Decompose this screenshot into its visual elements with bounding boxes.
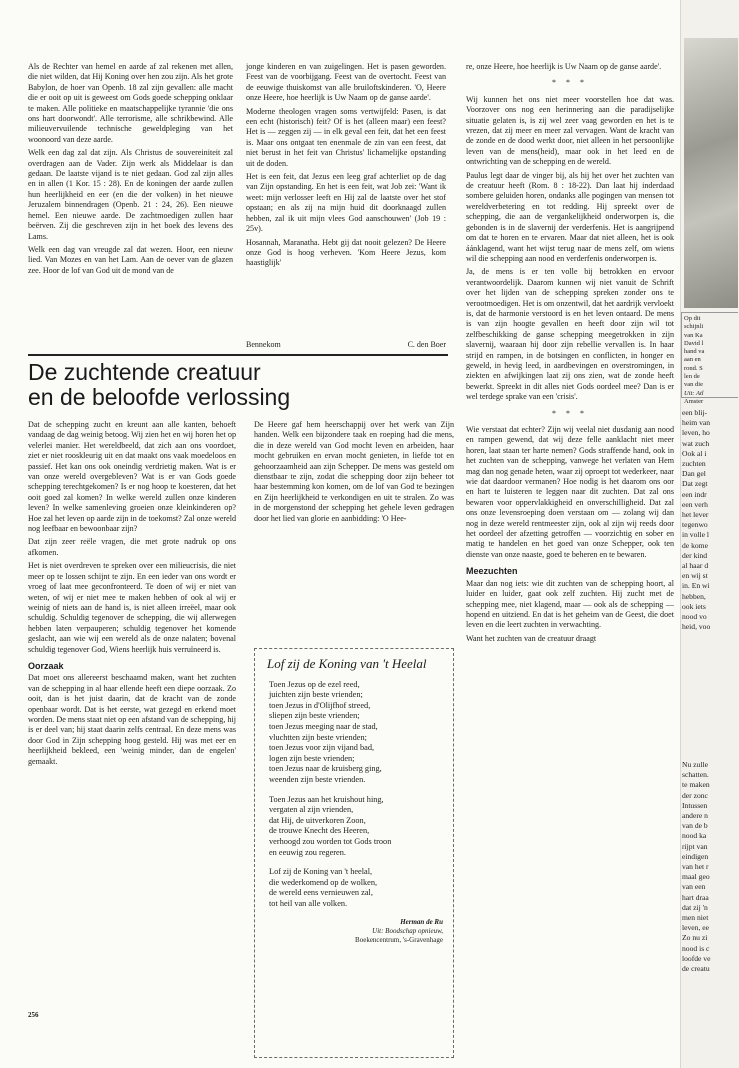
image-caption bbox=[681, 312, 738, 405]
signature-author: C. den Boer bbox=[407, 340, 446, 349]
page-number: 256 bbox=[28, 1011, 39, 1019]
text-line: maal geo bbox=[682, 872, 710, 882]
caption-line: van Ka bbox=[684, 331, 703, 339]
text-line: Dan gel bbox=[682, 469, 706, 479]
subheading-meezuchten: Meezuchten bbox=[466, 566, 518, 577]
paragraph: re, onze Heere, hoe heerlijk is Uw Naam op de ganse aarde'. bbox=[466, 62, 662, 71]
caption-line: Op dit bbox=[684, 315, 701, 322]
top-column-2 bbox=[246, 62, 446, 272]
poem-line: juichten zijn beste vrienden; bbox=[269, 690, 363, 700]
text-line: andere n bbox=[682, 811, 708, 821]
article-title bbox=[28, 360, 448, 410]
text-line: en wij st bbox=[682, 571, 708, 581]
text-line: nood ka bbox=[682, 831, 707, 841]
caption-line: rond. S bbox=[684, 364, 703, 372]
text-line: der kind bbox=[682, 550, 708, 560]
text-line: men niet bbox=[682, 913, 709, 923]
text-line: het lever bbox=[682, 510, 709, 520]
text-line: Zo nu zi bbox=[682, 933, 708, 943]
poem-line: sliepen zijn beste vrienden; bbox=[269, 711, 360, 721]
poem-stanza-2 bbox=[269, 795, 443, 859]
poem-credit bbox=[265, 918, 443, 945]
caption-line: David l bbox=[684, 339, 704, 347]
engraving-image bbox=[684, 38, 738, 308]
caption-line: len de bbox=[684, 373, 700, 381]
signature-line bbox=[246, 340, 446, 349]
text-line: de creatu bbox=[682, 964, 710, 974]
article-title-line-2: en de beloofde verlossing bbox=[28, 384, 291, 410]
text-line: hebben, bbox=[682, 591, 706, 601]
poem-title: Lof zij de Koning van 't Heelal bbox=[267, 656, 427, 671]
text-line: tegenwo bbox=[682, 520, 708, 530]
poem-line: verhoogd zou worden tot Gods troon bbox=[269, 836, 392, 846]
text-line: van de b bbox=[682, 821, 708, 831]
section-stars: * * * bbox=[552, 78, 588, 88]
text-line: schatten. bbox=[682, 770, 709, 780]
caption-line: van die bbox=[684, 381, 703, 389]
poem-line: dat Hij, de uitverkoren Zoon, bbox=[269, 815, 366, 825]
text-line: Intussen bbox=[682, 800, 708, 810]
text-line: van een bbox=[682, 882, 706, 892]
poem-line: weenden zijn beste vrienden. bbox=[269, 774, 366, 784]
paragraph: jonge kinderen en van zuigelingen. Het is pasen geworden. Feest van de voorbijgang. Feest van de overtocht. Feest van de eeuwige thuiskomst van alle bruiloftskinderen. 'O, Heere onze Heere, hoe heerlijk is Uw Naam op de ganse aarde'. bbox=[246, 62, 446, 103]
caption-line: Amster bbox=[684, 397, 704, 405]
poem-line: tot heil van alle volken. bbox=[269, 898, 348, 908]
poem-stanza-1 bbox=[269, 680, 443, 786]
paragraph: Welk een dag zal dat zijn. Als Christus de souvereiniteit zal overdragen aan de Vader. Zijn werk als Middelaar is dan gedaan. De laatste vijand is te niet gedaan. God zal zijn alles en in allen (1 Kor. 15 : 28). En de koningen der aarde zullen hun heerlijkheid en eer (en die der volken) in het nieuwe Jeruzalem binnendragen (Openb. 21 : 24, 26). Een nieuwe hemel. Een nieuwe aarde. De zachtmoedigen zullen haar beërven. Zij die geschreven zijn in het boek des levens des Lams. bbox=[28, 148, 233, 241]
poem-line: en eeuwig zou regeren. bbox=[269, 847, 346, 857]
paragraph: Wie verstaat dat echter? Zijn wij veelal niet dusdanig aan nood en rampen gewend, dat wij deze felle aanklacht niet meer horen, laat staan ter harte nemen? Gods straffende hand, ook in het zuchten van de schepping, vanwege het verlaten van Hem mag dan nog genade heten, waar zij oproept tot wederkeer, naar wie dat daardoor vermanen? Hoe nodig is het daarom ons oor en hart te luisteren te leggen naar dit zuchten. Dat zal ons bewaren voor oppervlakkigheid en onverschilligheid. Dat zal ons onze levensroeping doen verstaan om — zolang wij dan nog in deze wereld rentmeester zijn, ook al zijn wij reeds door het oordeel der afzetting getroffen — voorzichtig en sober en matig te handelen en het goed van onze Schepper, ook ten dienste van onze naaste, goed te beheren en te bewaren. bbox=[466, 425, 674, 559]
text-line: der zonc bbox=[682, 790, 708, 800]
subheading-oorzaak: Oorzaak bbox=[28, 660, 64, 671]
text-line: leven, ee bbox=[682, 923, 709, 933]
text-line: een blij- bbox=[682, 408, 708, 417]
paragraph: Want het zuchten van de creatuur draagt bbox=[466, 633, 597, 643]
poem-line: logen zijn beste vrienden; bbox=[269, 753, 355, 763]
poem-line: toen Jezus voor zijn vijand bad, bbox=[269, 743, 375, 753]
article-column-2 bbox=[254, 420, 454, 527]
poem-line: de wereld eens vernieuwen zal, bbox=[269, 888, 373, 898]
caption-line: hand va bbox=[684, 348, 705, 356]
text-line: een verh bbox=[682, 499, 708, 509]
paragraph: Ja, de mens is er ten volle bij betrokken en ervoor verantwoordelijk. Daarom kunnen wij niet vanuit de Schrift over het lijden van de schepping spreken zonder ons te verootmoedigen. Het is om onzentwil, dat het aardrijk vervloekt is, dat de harmonie verstoord is en het leven ontaard. De mens is van zijn hoogte gevallen en heeft door zijn wil tot zelfbeschikking de ganse schepping meegetrokken in zijn slavernij, waaraan hij door zijn rebellie vervallen is. In haar strijd en rampen, in de botsingen en conflicten, in honger en geweld, in hevig leed, in aardbevingen en overstromingen, in ziekten en afwijkingen laat zij ons zien, wat de zonde heeft bewerkt. Spreekt in dit alles niet Gods oordeel mee? Dan is er wel terdege sprake van een 'crisis'. bbox=[466, 267, 674, 402]
paragraph: Het is niet overdreven te spreken over een milieucrisis, die niet meer op te lossen schijnt te zijn. En een ieder van ons wordt er vroeg of laat mee geconfronteerd. Te doen of wij er niet van weten, of wij er niet mee te maken hebben of ook al wij er weinig of niets aan de hand is, is niet alleen irreëel, maar ook schuldig. Schuldig tegenover de schepping, die wij allerwegen hebben laten verpauperen; schuldig tegenover het komende geslacht, aan wie wij een wereld als de onze nalaten; bovenal schuldig tegenover God, Wiens heerlijk huis verruïneerd is. bbox=[28, 561, 236, 654]
poem-line: toen Jezus in d'Olijfhof streed, bbox=[269, 700, 371, 710]
paragraph: Als de Rechter van hemel en aarde af zal rekenen met allen, die niet wilden, dat Hij Koning over hen zou zijn. Als het grote Babylon, de hoer van Openb. 18 zal zijn gevallen: alle macht die er ooit op uit is geweest om Gods goede schepping onklaar te maken. Alle politieke en maatschappelijke tyrannie 'die ons ons hart doorwondt'. Alle terrorisme, alle schrikbewind. Alle milieuvervuilende technische geweldpleging van het woonoord van deze aarde. bbox=[28, 62, 233, 144]
section-divider bbox=[28, 354, 448, 356]
poem-line: toen Jezus naar de kruisberg ging, bbox=[269, 764, 382, 774]
poem-publisher: Boekencentrum, 's-Gravenhage bbox=[355, 936, 443, 945]
poem-source: Uit: Boodschap opnieuw, bbox=[372, 927, 443, 936]
text-line: te maken bbox=[682, 780, 710, 790]
paragraph: Dat moet ons allereerst beschaamd maken, want het zuchten van de schepping in al haar ellende heeft een diepe oorzaak. Zo ooit, dan is het juist daarin, dat de kracht van de zonde openbaar wordt. Dat is het eerste, wat gezegd en erkend moet worden. De mens staat niet op een afstand van de schepping, hij is er deel van; hij staat daarin zelfs centraal. En deze mens was door God in Zijn schepping hoog gesteld. Hij was met eer en heerlijkheid bekleed, een 'weinig minder, dan de engelen' gemaakt. bbox=[28, 673, 236, 766]
text-line: Dat zegt bbox=[682, 479, 708, 489]
poem-line: Lof zij de Koning van 't heelal, bbox=[269, 867, 373, 877]
poem-line: Toen Jezus op de ezel reed, bbox=[269, 679, 360, 689]
text-line: dat zij 'n bbox=[682, 902, 708, 912]
text-line: hart draa bbox=[682, 892, 709, 902]
text-line: Nu zulle bbox=[682, 760, 708, 769]
top-column-1 bbox=[28, 62, 233, 279]
text-line: in volle l bbox=[682, 530, 709, 540]
adjacent-column-a bbox=[682, 408, 738, 632]
paragraph: Maar dan nog iets: wie dit zuchten van de schepping hoort, al luider en luider, gaat ook zelf zuchten. Hij zucht met de schepping mee, niet klagend, maar — ook als de schepping — hopend en uitziend. En dat is het geheim van de Geest, die doet leven en die leert zuchten in verwachting. bbox=[466, 578, 674, 630]
text-line: nood vo bbox=[682, 612, 707, 622]
paragraph: Het is een feit, dat Jezus een leeg graf achterliet op de dag van Zijn opstanding. En het is een feit, wat Job zei: 'Want ik weet: mijn verlosser leeft en Hij zal de laatste over het stof opstaan; en als zij na mijn huid dit doorknaagd zullen hebben, zal ik uit mijn vlees God aanschouwen' (Job 19 : 25v). bbox=[246, 172, 446, 234]
text-line: rijpt van bbox=[682, 841, 708, 851]
text-line: wat zuch bbox=[682, 438, 710, 448]
text-line: ook iets bbox=[682, 601, 706, 611]
poem-line: Toen Jezus aan het kruishout hing, bbox=[269, 794, 384, 804]
text-line: heid, voo bbox=[682, 622, 711, 632]
poem-line: vluchtten zijn beste vrienden; bbox=[269, 732, 367, 742]
poem-line: de trouwe Knecht des Heeren, bbox=[269, 826, 370, 836]
text-line: nood is c bbox=[682, 943, 710, 953]
poem-box bbox=[254, 648, 454, 1058]
text-line: de kome bbox=[682, 540, 708, 550]
caption-line: Uit: Atl bbox=[684, 389, 704, 397]
text-line: een indr bbox=[682, 489, 707, 499]
article-title-line-1: De zuchtende creatuur bbox=[28, 359, 261, 385]
right-column bbox=[466, 62, 674, 647]
paragraph: Wij kunnen het ons niet meer voorstellen hoe dat was. Voorzover ons nog een herinnering aan die paradijselijke situatie gelaten is, is zij wel zeer vaag geworden en het is te vrezen, dat zij meer en meer zal vervagen. Want de kracht van de zonde en de dood werkt door, niet alleen in het persoonlijke leven van de mens(heid), maar ook in het leed en de ontwrichting van de schepping en de wereld. bbox=[466, 94, 674, 167]
caption-line: schijnli bbox=[684, 323, 704, 331]
article-column-1 bbox=[28, 420, 236, 770]
text-line: van het r bbox=[682, 862, 709, 872]
text-line: eindigen bbox=[682, 851, 709, 861]
paragraph: Welk een dag van vreugde zal dat wezen. Hoor, een nieuw lied. Van Mozes en van het Lam. Aan de oever van de glazen zee. Hoor de lof van God uit de mond van de bbox=[28, 244, 233, 275]
poem-line: die wederkomend op de wolken, bbox=[269, 877, 378, 887]
text-line: zuchten bbox=[682, 459, 706, 469]
adjacent-column-b bbox=[682, 760, 738, 974]
section-stars: * * * bbox=[552, 408, 588, 418]
text-line: in. En wi bbox=[682, 581, 710, 591]
signature-place: Bennekom bbox=[246, 340, 281, 349]
poem-line: toen Jezus meeging naar de stad, bbox=[269, 721, 378, 731]
paragraph: Hosannah, Maranatha. Hebt gij dat nooit gelezen? De Heere onze God is hoog verheven. 'Kom Heere Jezus, kom haastiglijk' bbox=[246, 237, 446, 268]
poem-line: vergaten al zijn vrienden, bbox=[269, 805, 354, 815]
poem-author: Herman de Ru bbox=[400, 918, 443, 927]
paragraph: De Heere gaf hem heerschappij over het werk van Zijn handen. Welk een bijzondere taak en roeping had die mens, die in deze wereld van God mocht leven en arbeiden, haar mocht gebruiken en ervan mocht genieten, in liefde tot en gehoorzaamheid aan zijn Schepper. De mens was gesteld om dienstbaar te zijn, zodat die schepping door zijn beheer tot haar bestemming kon komen, om de lof van God te bezingen en Zijn heerlijkheid te verkondigen en uit te stralen. Zo was in de morgenstond der schepping het gehele leven gedragen door het lied van glorie en aanbidding: 'O Hee- bbox=[254, 420, 454, 523]
paragraph: Paulus legt daar de vinger bij, als hij het over het zuchten van de creatuur heeft (Rom. 8 : 18-22). Dan laat hij inderdaad sombere geluiden horen, ondanks alle pogingen van mensen tot wereldverbetering en tot redding. Hij spreekt over de schepping, die aan de vergankelijkheid onderworpen is, die gebonden is in de slavernij der verderfenis. Het is aangrijpend om dat te horen en te ervaren. Maar dat niet alleen, het is ook áánklagend, want het wijst terug naar de mens zelf, om wiens wil die schepping aan nood en verderfenis onderworpen is. bbox=[466, 170, 674, 263]
caption-line: aan en bbox=[684, 356, 701, 364]
text-line: al haar d bbox=[682, 561, 709, 571]
paragraph: Moderne theologen vragen soms vertwijfeld: Pasen, is dat een echt (historisch) feit? Of is het (alleen maar) een feest? Het is — zeggen zij — in elk geval een feit, dat het een feest is. Maar ons ontgaat ten enenmale de zin van een feest, dat niet berust in het feit van Christus' lichamelijke opstanding uit de doden. bbox=[246, 106, 446, 168]
text-line: heim van bbox=[682, 418, 711, 428]
paragraph: Dat de schepping zucht en kreunt aan alle kanten, behoeft vandaag de dag weinig betoog. Wij zien het en wij horen het op velerlei manier. Het wereldbeeld, dat zich aan ons voordoet, ziet er niet rooskleurig uit en dat maakt ons vaak moedeloos en passief. Het kan ons ook oneindig verdrietig maken. Wat is er van onze wereld overgebleven? Wat is er van Gods goede schepping terechtgekomen? Is er nog hoop te koesteren, dat het ooit goed zal komen? In welke wereld zullen onze kinderen leven? In welke samenleving groeien onze kleinkinderen op? Hoe zal het leven op aarde zijn in de toekomst? Zal onze wereld nog leefbaar en bewoonbaar zijn? bbox=[28, 420, 236, 534]
text-line: Ook al i bbox=[682, 448, 707, 458]
text-line: loofde ve bbox=[682, 953, 711, 963]
poem-stanza-3 bbox=[269, 867, 443, 909]
text-line: leven, ho bbox=[682, 428, 710, 438]
paragraph: Dat zijn zeer reële vragen, die met grote nadruk op ons afkomen. bbox=[28, 537, 236, 557]
